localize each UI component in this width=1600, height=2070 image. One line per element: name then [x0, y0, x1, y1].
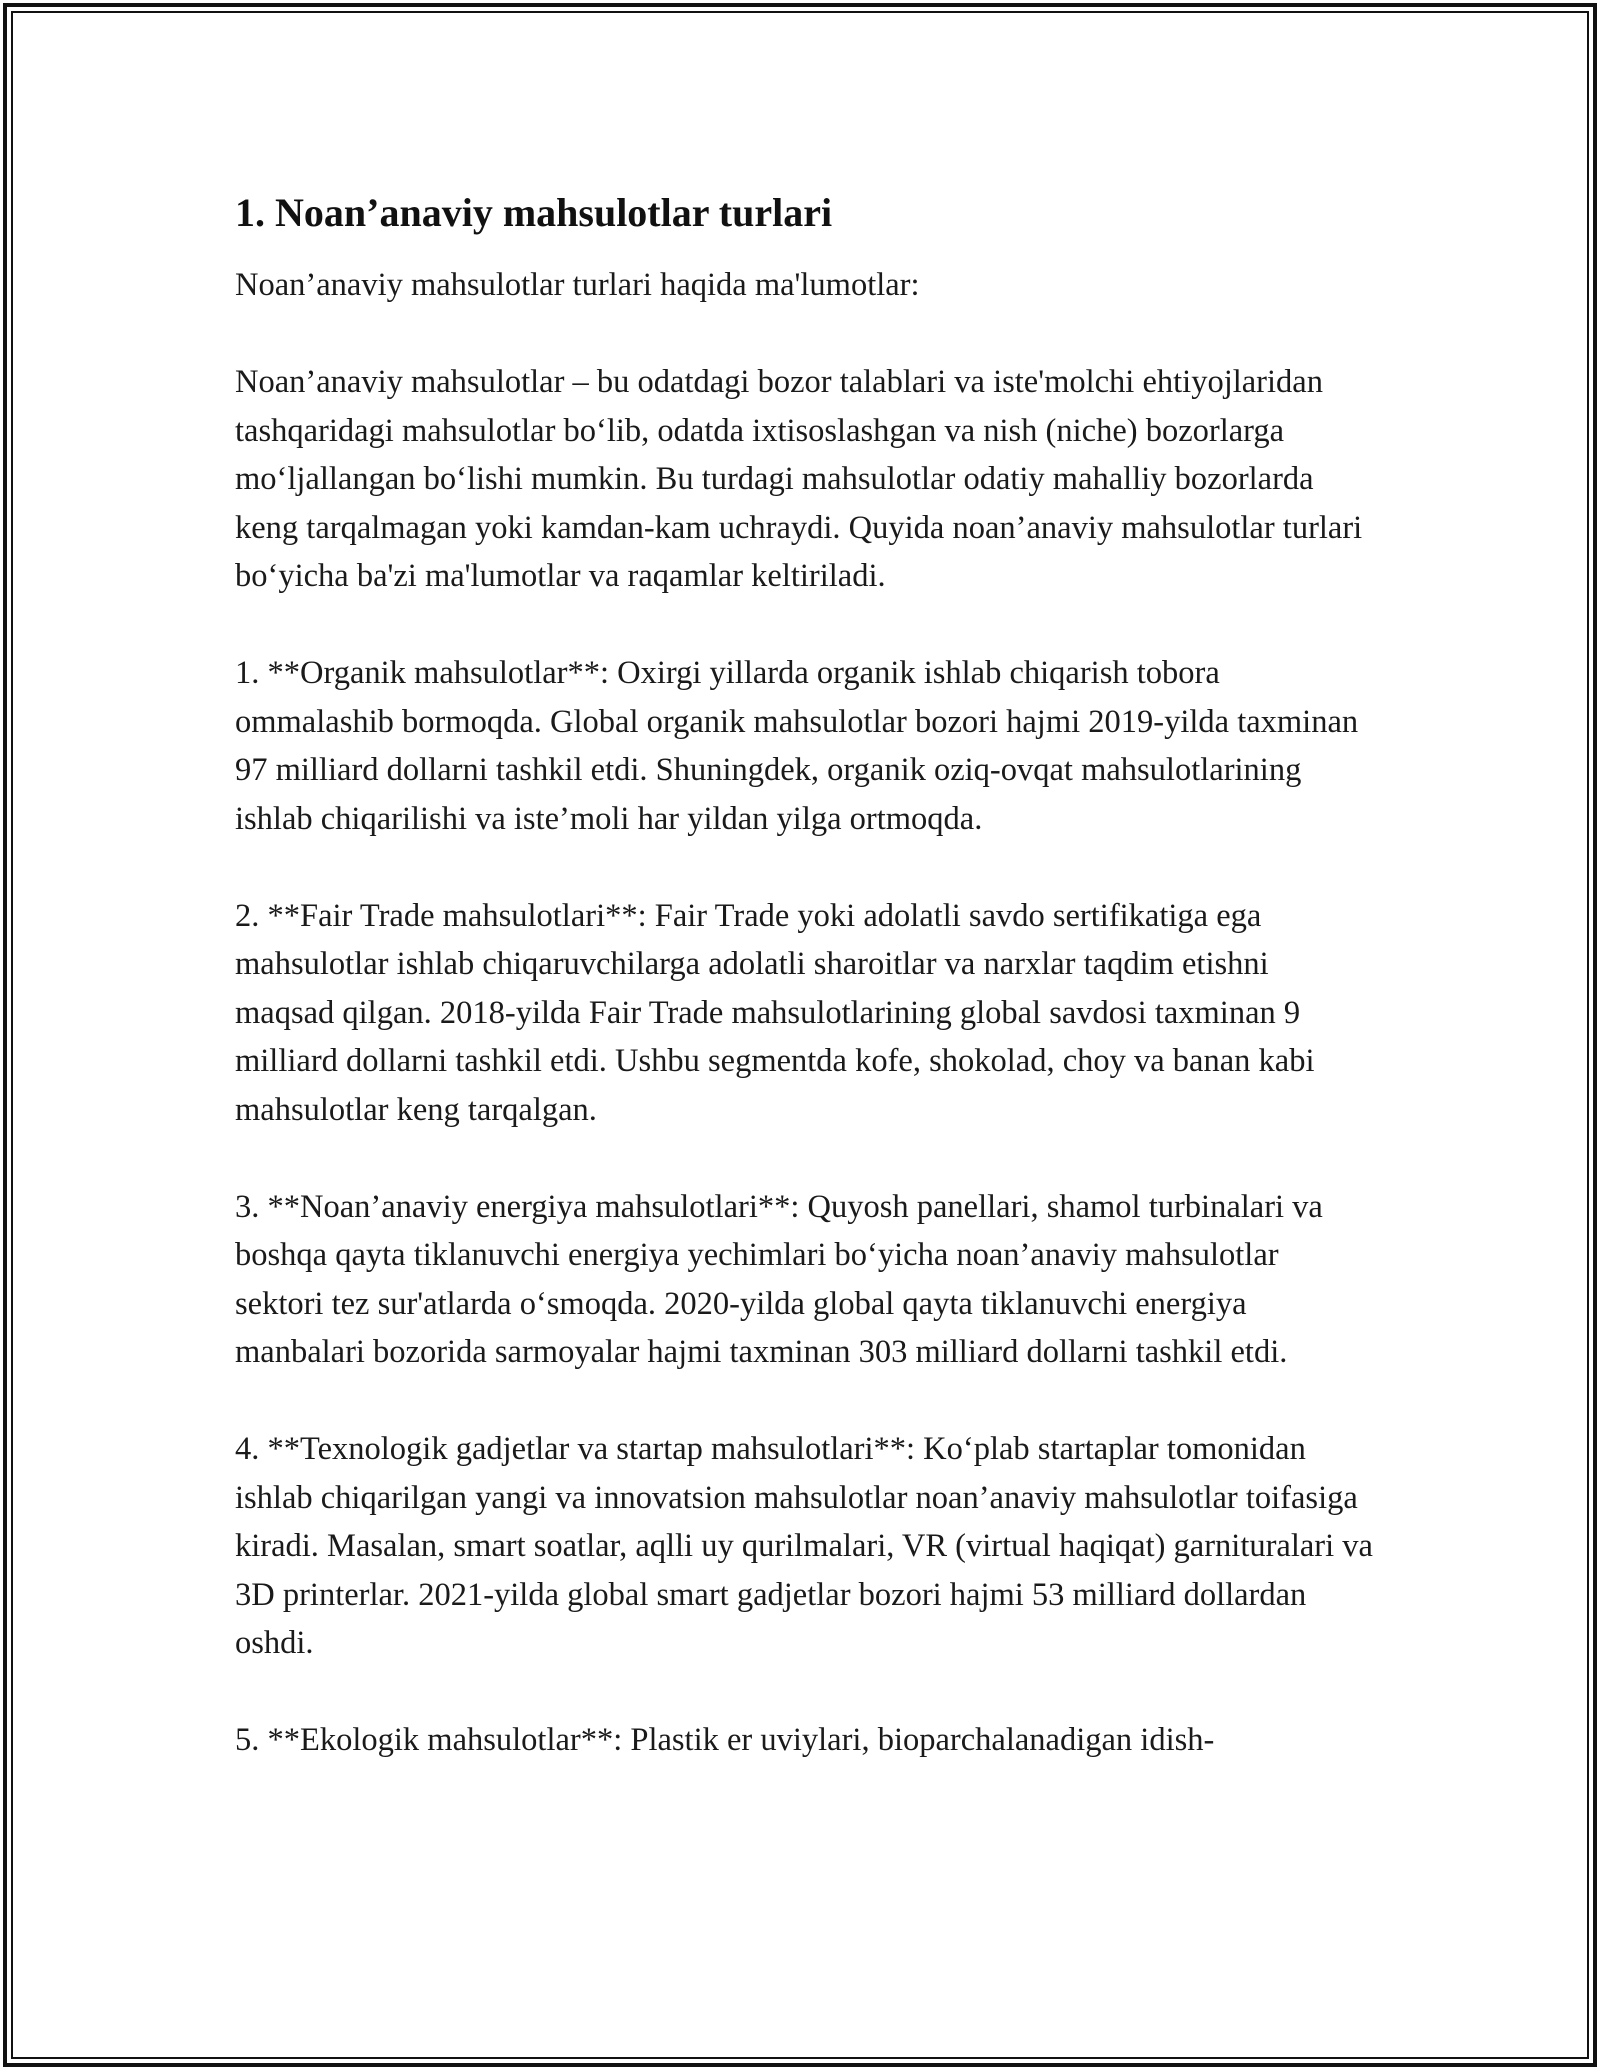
section-fair-trade-products: 2. **Fair Trade mahsulotlari**: Fair Trade yoki adolatli savdo sertifikatiga ega mahsulotlar ishlab chiqaruvchilarga adolatli sharoitlar va narxlar taqdim etishni maqsad qilgan. 2018-yilda Fair Trade mahsulotlarining global savdosi taxminan 9 milliard dollarni tashkil etdi. Ushbu segmentda kofe, shokolad, choy va banan kabi mahsulotlar keng tarqalgan. — [235, 897, 1315, 1128]
section-ecological-products: 5. **Ekologik mahsulotlar**: Plastik er uviylari, bioparchalanadigan idish- — [235, 1722, 1215, 1758]
section-tech-gadgets: 4. **Texnologik gadjetlar va startap mahsulotlari**: Ko‘plab startaplar tomonidan ishlab chiqarilgan yangi va innovatsion mahsulotlar noan’anaviy mahsulotlar toifasiga kiradi. Masalan, smart soatlar, aqlli uy qurilmalari, VR (virtual haqiqat) garnituralari va 3D printerlar. 2021-yilda global smart gadjetlar bozori hajmi 53 milliard dollardan oshdi. — [235, 1431, 1373, 1661]
intro-line: Noan’anaviy mahsulotlar turlari haqida ma'lumotlar: — [235, 267, 920, 303]
document-title: 1. Noan’anaviy mahsulotlar turlari — [235, 190, 833, 235]
intro-paragraph: Noan’anaviy mahsulotlar – bu odatdagi bozor talablari va iste'molchi ehtiyojlaridan tashqaridagi mahsulotlar bo‘lib, odatda ixtisoslashgan va nish (niche) bozorlarga mo‘ljallangan bo‘lishi mumkin. Bu turdagi mahsulotlar odatiy mahalliy bozorlarda keng tarqalmagan yoki kamdan-kam uchraydi. Quyida noan’anaviy mahsulotlar turlari bo‘yicha ba'zi ma'lumotlar va raqamlar keltiriladi. — [235, 364, 1363, 594]
section-organic-products: 1. **Organik mahsulotlar**: Oxirgi yillarda organik ishlab chiqarish tobora ommalashib bormoqda. Global organik mahsulotlar bozori hajmi 2019-yilda taxminan 97 milliard dollarni tashkil etdi. Shuningdek, organik oziq-ovqat mahsulotlarining ishlab chiqarilishi va iste’moli har yildan yilga ortmoqda. — [235, 655, 1359, 837]
document-body — [235, 185, 1375, 1813]
section-energy-products: 3. **Noan’anaviy energiya mahsulotlari**: Quyosh panellari, shamol turbinalari va boshqa qayta tiklanuvchi energiya yechimlari bo‘yicha noan’anaviy mahsulotlar sektori tez sur'atlarda o‘smoqda. 2020-yilda global qayta tiklanuvchi energiya manbalari bozorida sarmoyalar hajmi taxminan 303 milliard dollarni tashkil etdi. — [235, 1188, 1323, 1370]
